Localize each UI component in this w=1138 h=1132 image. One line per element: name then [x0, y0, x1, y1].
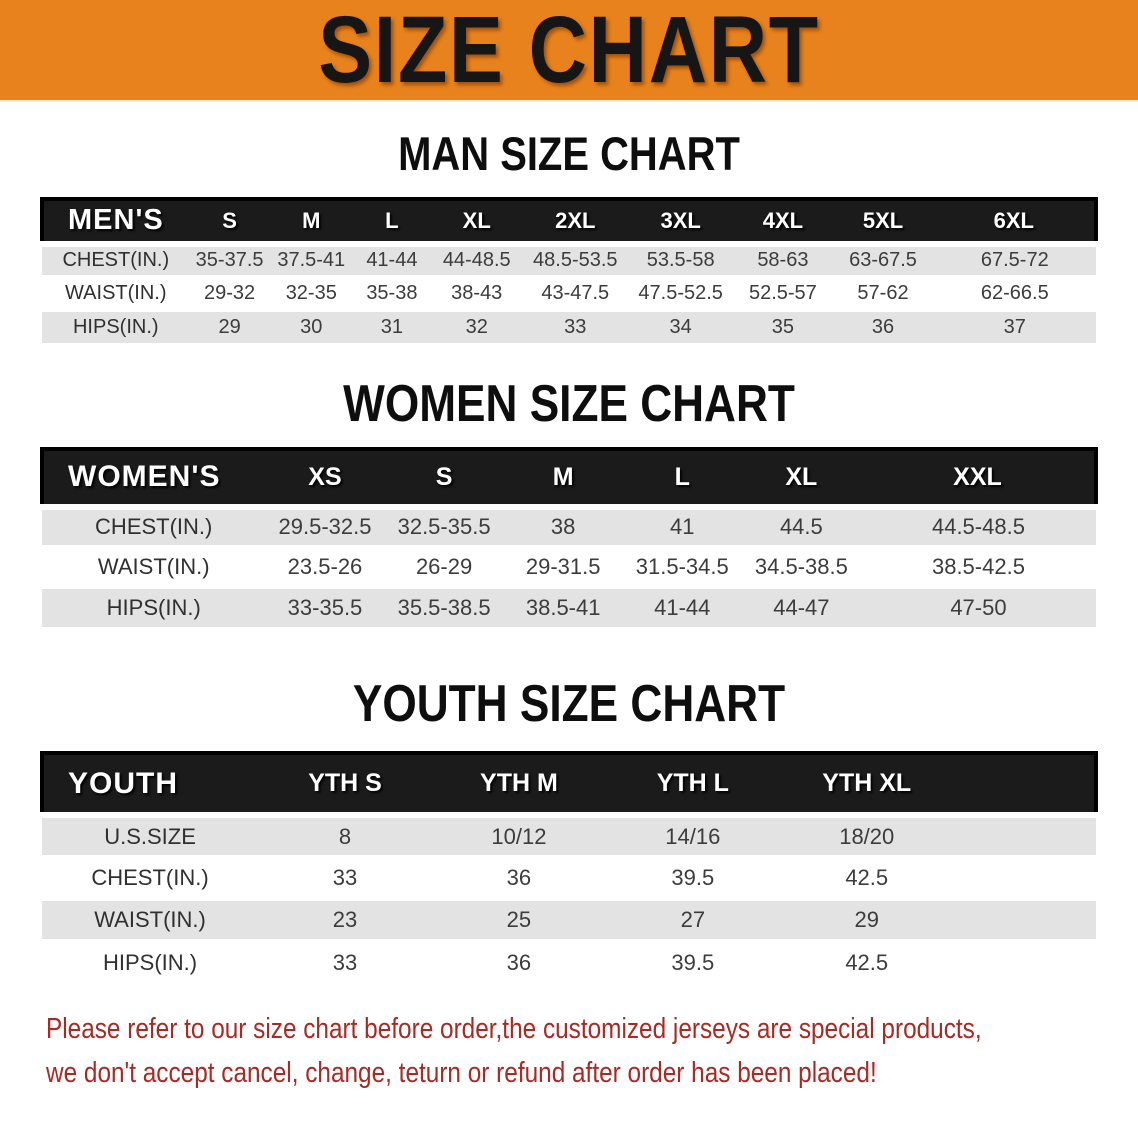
row-label: WAIST(IN.) [42, 547, 265, 587]
disclaimer-line-2: we don't accept cancel, change, teturn or refund after order has been placed! [46, 1057, 877, 1090]
size-cell: 39.5 [606, 857, 780, 899]
size-cell: 29-32 [190, 277, 270, 310]
size-cell: 29 [190, 310, 270, 343]
size-cell: 47-50 [861, 587, 1096, 627]
size-cell: 41-44 [623, 587, 742, 627]
spacer-cell [954, 899, 1096, 941]
row-label: WAIST(IN.) [42, 899, 258, 941]
size-cell: 31 [353, 310, 431, 343]
size-cell: 35-37.5 [190, 244, 270, 277]
spacer-cell [954, 941, 1096, 983]
disclaimer [0, 1007, 1138, 1095]
table-row [42, 857, 1096, 899]
size-cell: 30 [270, 310, 353, 343]
size-cell: 23 [258, 899, 432, 941]
size-cell: 44.5 [742, 507, 861, 547]
column-header: L [353, 199, 431, 244]
size-cell: 33 [258, 857, 432, 899]
size-cell: 33 [258, 941, 432, 983]
women-size-table [40, 447, 1098, 627]
column-header: 5XL [832, 199, 933, 244]
column-header: M [504, 449, 623, 507]
column-header: XL [431, 199, 523, 244]
size-cell: 34 [628, 310, 733, 343]
row-label: U.S.SIZE [42, 815, 258, 857]
column-header: YTH M [432, 753, 606, 815]
row-label: CHEST(IN.) [42, 244, 190, 277]
column-header: S [385, 449, 504, 507]
column-header: M [270, 199, 353, 244]
size-cell: 23.5-26 [265, 547, 384, 587]
size-cell: 44.5-48.5 [861, 507, 1096, 547]
column-header: YTH XL [780, 753, 954, 815]
row-label: CHEST(IN.) [42, 507, 265, 547]
size-cell: 26-29 [385, 547, 504, 587]
size-cell: 38.5-41 [504, 587, 623, 627]
size-cell: 41-44 [353, 244, 431, 277]
size-cell: 32-35 [270, 277, 353, 310]
size-cell: 8 [258, 815, 432, 857]
size-cell: 32 [431, 310, 523, 343]
size-cell: 38 [504, 507, 623, 547]
table-row [42, 899, 1096, 941]
size-cell: 29 [780, 899, 954, 941]
row-label: HIPS(IN.) [42, 310, 190, 343]
size-cell: 25 [432, 899, 606, 941]
column-header: XL [742, 449, 861, 507]
size-cell: 33-35.5 [265, 587, 384, 627]
table-row [42, 244, 1096, 277]
youth-size-table [40, 751, 1098, 983]
size-cell: 10/12 [432, 815, 606, 857]
column-header: L [623, 449, 742, 507]
size-cell: 41 [623, 507, 742, 547]
men-size-table [40, 197, 1098, 343]
column-header: XXL [861, 449, 1096, 507]
size-cell: 57-62 [832, 277, 933, 310]
size-cell: 37.5-41 [270, 244, 353, 277]
men-section [0, 128, 1138, 343]
size-cell: 29-31.5 [504, 547, 623, 587]
men-section-title: MAN SIZE CHART [398, 127, 740, 180]
size-cell: 35-38 [353, 277, 431, 310]
table-header-row [42, 449, 1096, 507]
table-row [42, 547, 1096, 587]
size-cell: 14/16 [606, 815, 780, 857]
column-header: XS [265, 449, 384, 507]
row-label: WAIST(IN.) [42, 277, 190, 310]
row-label: HIPS(IN.) [42, 587, 265, 627]
size-cell: 27 [606, 899, 780, 941]
size-cell: 62-66.5 [934, 277, 1096, 310]
size-cell: 31.5-34.5 [623, 547, 742, 587]
row-label: HIPS(IN.) [42, 941, 258, 983]
size-cell: 32.5-35.5 [385, 507, 504, 547]
size-cell: 35 [733, 310, 832, 343]
size-cell: 42.5 [780, 857, 954, 899]
table-row [42, 310, 1096, 343]
size-chart-banner [0, 0, 1138, 102]
table-corner-label: MEN'S [42, 199, 190, 244]
table-row [42, 941, 1096, 983]
table-corner-label: YOUTH [42, 753, 258, 815]
size-cell: 36 [832, 310, 933, 343]
table-row [42, 507, 1096, 547]
size-cell: 35.5-38.5 [385, 587, 504, 627]
size-cell: 33 [523, 310, 628, 343]
size-cell: 34.5-38.5 [742, 547, 861, 587]
women-section-title: WOMEN SIZE CHART [343, 374, 795, 433]
size-cell: 44-47 [742, 587, 861, 627]
disclaimer-line-1: Please refer to our size chart before order,the customized jerseys are special products, [46, 1013, 982, 1046]
spacer-cell [954, 857, 1096, 899]
size-cell: 48.5-53.5 [523, 244, 628, 277]
column-header: YTH S [258, 753, 432, 815]
women-section [0, 375, 1138, 627]
table-header-row [42, 199, 1096, 244]
column-header: 4XL [733, 199, 832, 244]
table-row [42, 815, 1096, 857]
size-cell: 29.5-32.5 [265, 507, 384, 547]
size-cell: 37 [934, 310, 1096, 343]
size-cell: 47.5-52.5 [628, 277, 733, 310]
size-cell: 38-43 [431, 277, 523, 310]
column-header: 3XL [628, 199, 733, 244]
size-cell: 36 [432, 941, 606, 983]
column-header: S [190, 199, 270, 244]
size-cell: 18/20 [780, 815, 954, 857]
size-cell: 42.5 [780, 941, 954, 983]
column-header: 2XL [523, 199, 628, 244]
table-corner-label: WOMEN'S [42, 449, 265, 507]
youth-section-title: YOUTH SIZE CHART [352, 674, 786, 733]
size-cell: 53.5-58 [628, 244, 733, 277]
size-cell: 43-47.5 [523, 277, 628, 310]
size-cell: 39.5 [606, 941, 780, 983]
size-cell: 67.5-72 [934, 244, 1096, 277]
banner-title: SIZE CHART [318, 0, 820, 103]
table-row [42, 277, 1096, 310]
youth-section [0, 675, 1138, 983]
column-header: YTH L [606, 753, 780, 815]
column-header: 6XL [934, 199, 1096, 244]
size-cell: 36 [432, 857, 606, 899]
size-cell: 52.5-57 [733, 277, 832, 310]
table-row [42, 587, 1096, 627]
spacer-cell [954, 815, 1096, 857]
size-cell: 63-67.5 [832, 244, 933, 277]
spacer-cell [954, 753, 1096, 815]
table-header-row [42, 753, 1096, 815]
size-cell: 58-63 [733, 244, 832, 277]
size-cell: 44-48.5 [431, 244, 523, 277]
row-label: CHEST(IN.) [42, 857, 258, 899]
size-cell: 38.5-42.5 [861, 547, 1096, 587]
